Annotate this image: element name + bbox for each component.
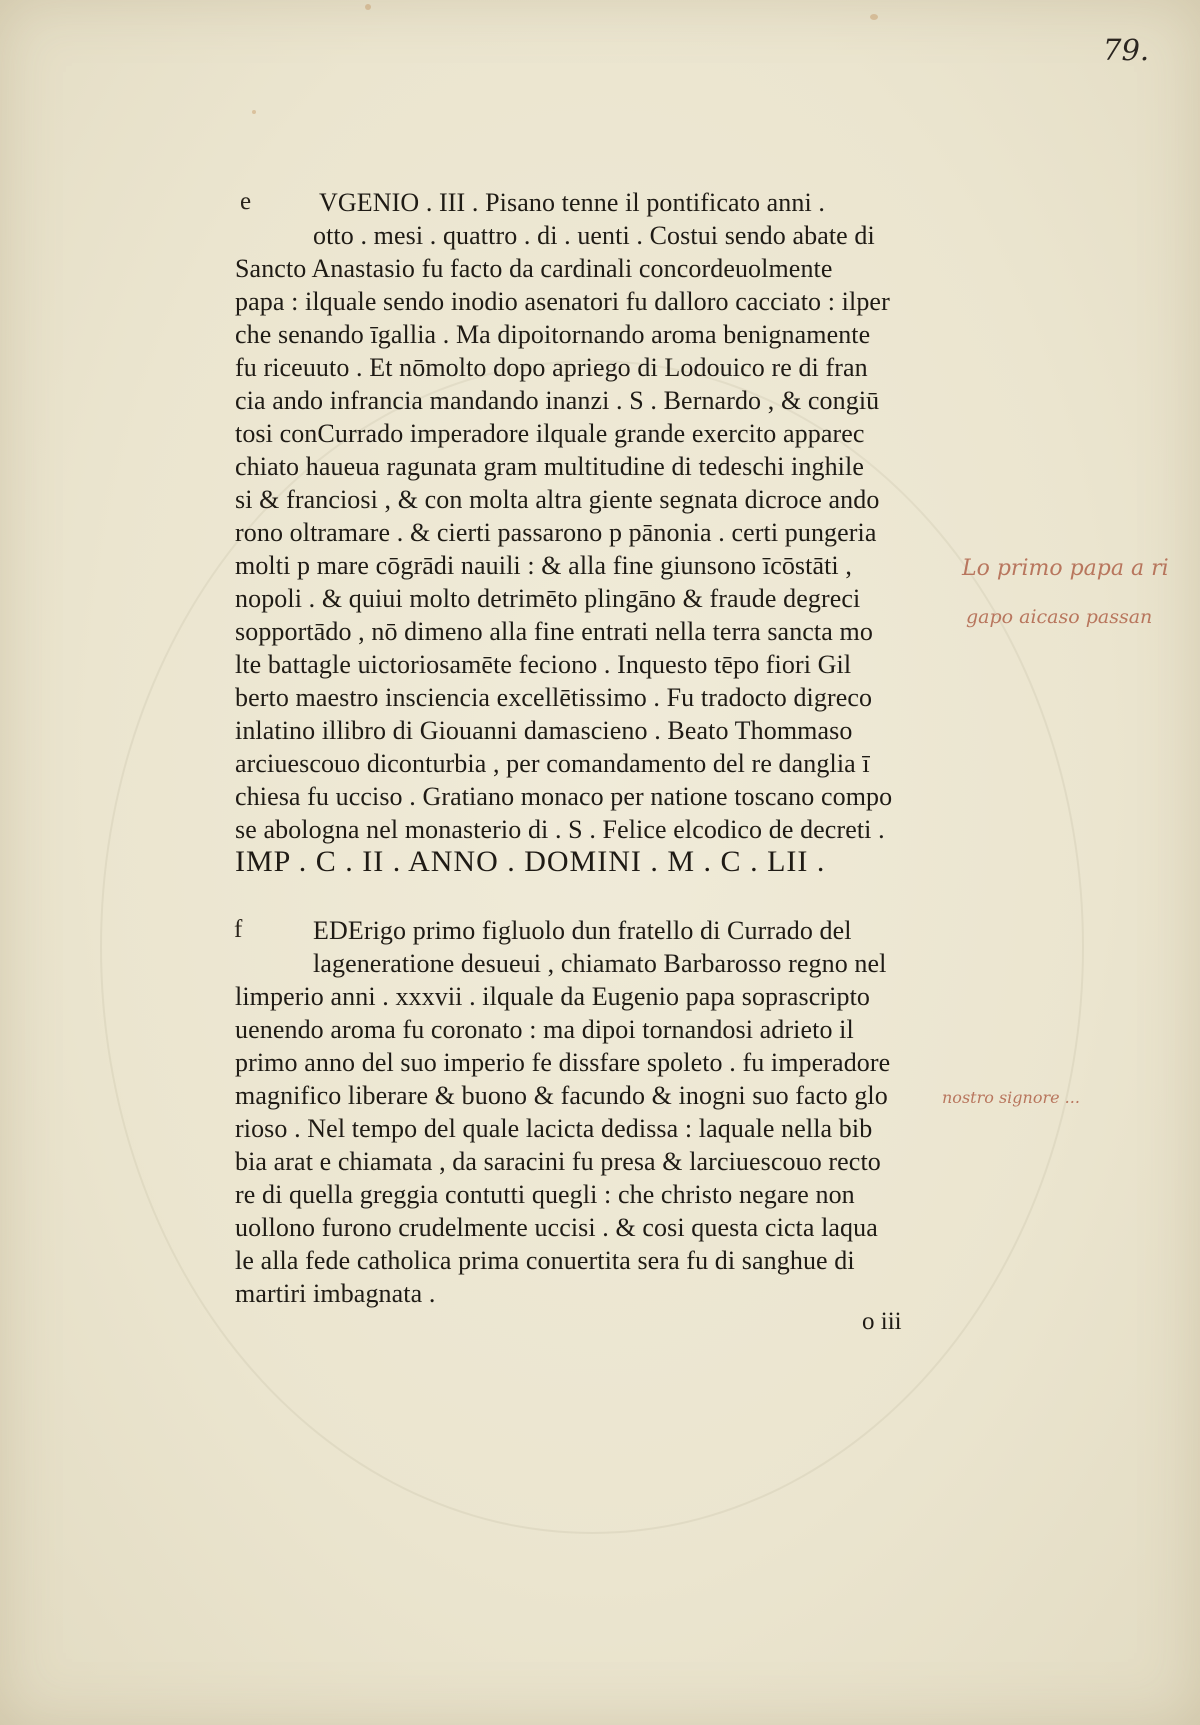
text-line: nopoli . & quiui molto detrimēto plingāno & fraude degreci xyxy=(235,584,861,613)
text-line: le alla fede catholica prima conuertita sera fu di sanghue di xyxy=(235,1246,855,1275)
entry-eugenio xyxy=(235,188,925,848)
text-line: martiri imbagnata . xyxy=(235,1279,436,1308)
year-heading-block xyxy=(235,845,925,885)
text-line: lageneratione desueui , chiamato Barbarosso regno nel xyxy=(313,949,887,978)
text-line: arciuescouo diconturbia , per comandamento del re danglia ī xyxy=(235,749,870,778)
paper-stain xyxy=(365,4,371,10)
text-line: bia arat e chiamata , da saracini fu presa & larciuescouo recto xyxy=(235,1147,881,1176)
text-line: primo anno del suo imperio fe dissfare spoleto . fu imperadore xyxy=(235,1048,891,1077)
text-line: che senando īgallia . Ma dipoitornando aroma benignamente xyxy=(235,320,871,349)
text-line: chiesa fu ucciso . Gratiano monaco per natione toscano compo xyxy=(235,782,893,811)
text-line: VGENIO . III . Pisano tenne il pontificato anni . xyxy=(319,188,826,217)
text-line: otto . mesi . quattro . di . uenti . Costui sendo abate di xyxy=(313,221,875,250)
year-heading: IMP . C . II . ANNO . DOMINI . M . C . LII . xyxy=(235,845,826,878)
marginal-note: Lo primo papa a ri xyxy=(962,556,1169,581)
text-line: uollono furono crudelmente uccisi . & cosi questa cicta laqua xyxy=(235,1213,878,1242)
marginal-note: gapo aicaso passan xyxy=(966,606,1153,628)
text-line: Sancto Anastasio fu facto da cardinali concordeuolmente xyxy=(235,254,833,283)
text-line: chiato haueua ragunata gram multitudine di tedeschi inghile xyxy=(235,452,864,481)
text-line: lte battagle uictoriosamēte feciono . Inquesto tēpo fiori Gil xyxy=(235,650,852,679)
text-line: inlatino illibro di Giouanni damascieno . Beato Thommaso xyxy=(235,716,853,745)
guide-letter-e: e xyxy=(240,188,252,215)
guide-letter-f: f xyxy=(234,916,243,943)
text-line: sopportādo , nō dimeno alla fine entrati nella terra sancta mo xyxy=(235,617,873,646)
text-line: si & franciosi , & con molta altra giente segnata dicroce ando xyxy=(235,485,880,514)
text-line: magnifico liberare & buono & facundo & inogni suo facto glo xyxy=(235,1081,888,1110)
paper-stain xyxy=(252,110,256,114)
text-line: fu riceuuto . Et nōmolto dopo apriego di Lodouico re di fran xyxy=(235,353,868,382)
text-line: rono oltramare . & cierti passarono p pānonia . certi pungeria xyxy=(235,518,877,547)
text-line: cia ando infrancia mandando inanzi . S . Bernardo , & congiū xyxy=(235,386,880,415)
signature-mark: o iii xyxy=(862,1308,902,1335)
text-line: re di quella greggia contutti quegli : che christo negare non xyxy=(235,1180,855,1209)
text-line: berto maestro insciencia excellētissimo . Fu tradocto digreco xyxy=(235,683,873,712)
marginal-note: nostro signore ... xyxy=(942,1088,1080,1107)
text-line: tosi conCurrado imperadore ilquale grande exercito apparec xyxy=(235,419,865,448)
entry-federigo xyxy=(235,916,925,1316)
text-line: rioso . Nel tempo del quale lacicta dedissa : laquale nella bib xyxy=(235,1114,873,1143)
text-line: limperio anni . xxxvii . ilquale da Eugenio papa soprascripto xyxy=(235,982,870,1011)
text-line: EDErigo primo figluolo dun fratello di Currado del xyxy=(313,916,852,945)
text-line: se abologna nel monasterio di . S . Felice elcodico de decreti . xyxy=(235,815,885,844)
text-line: papa : ilquale sendo inodio asenatori fu dalloro cacciato : ilper xyxy=(235,287,890,316)
folio-number: 79. xyxy=(1103,33,1150,67)
text-line: molti p mare cōgrādi nauili : & alla fine giunsono īcōstāti , xyxy=(235,551,852,580)
text-line: uenendo aroma fu coronato : ma dipoi tornandosi adrieto il xyxy=(235,1015,854,1044)
paper-stain xyxy=(870,14,878,20)
